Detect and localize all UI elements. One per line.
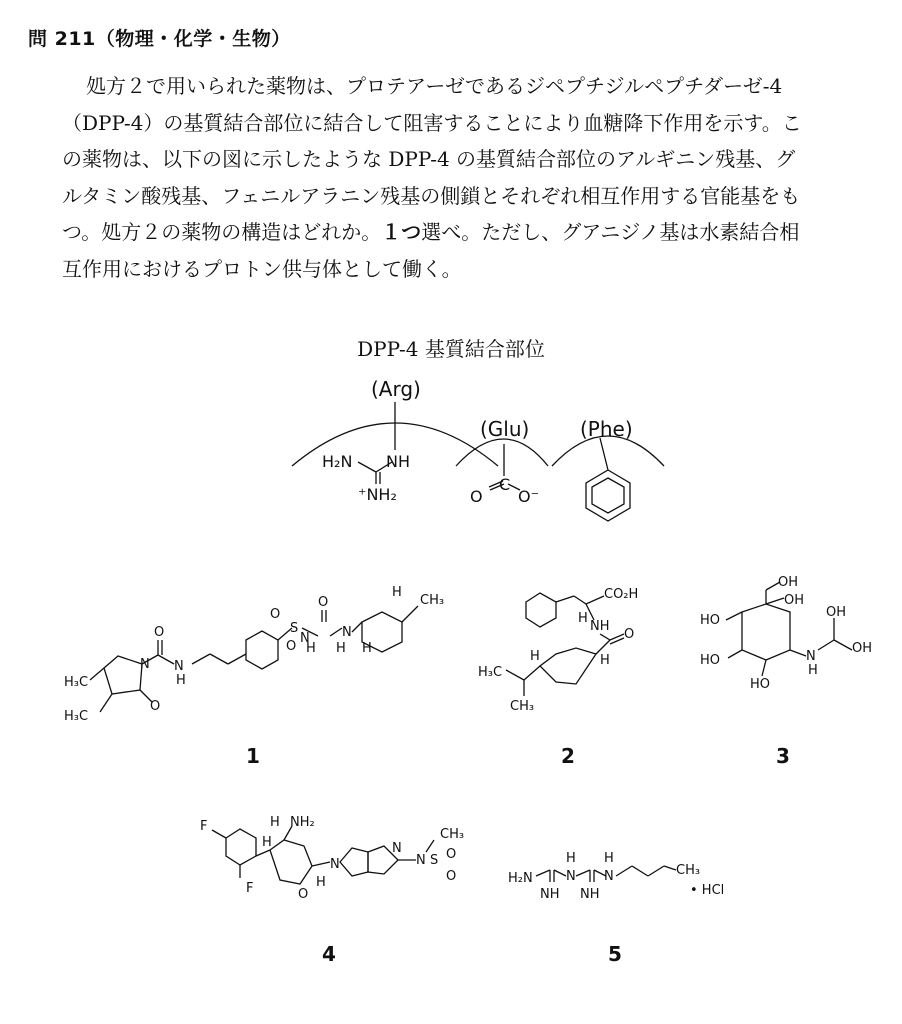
atom-label: O bbox=[318, 595, 329, 610]
atom-label: OH bbox=[826, 605, 847, 620]
atom-label: H₂N bbox=[322, 452, 353, 471]
atom-label: CH₃ bbox=[440, 827, 465, 842]
atom-label: O bbox=[470, 487, 483, 506]
atom-label: O bbox=[446, 847, 457, 862]
atom-label: CH₃ bbox=[420, 593, 445, 608]
atom-label: CH₃ bbox=[676, 863, 701, 878]
atom-label: H₃C bbox=[64, 675, 89, 690]
atom-label: N bbox=[300, 631, 310, 646]
phe-label: (Phe) bbox=[580, 417, 633, 441]
atom-label: H bbox=[530, 649, 540, 664]
atom-label: O bbox=[624, 627, 635, 642]
atom-label: H bbox=[336, 641, 346, 656]
atom-label: NH bbox=[540, 887, 560, 902]
atom-label: NH bbox=[386, 452, 410, 471]
atom-label: F bbox=[246, 881, 254, 896]
atom-label: H bbox=[566, 851, 576, 866]
atom-label: H₃C bbox=[478, 665, 503, 680]
atom-label: NH bbox=[580, 887, 600, 902]
atom-label: O bbox=[286, 639, 297, 654]
atom-label: O bbox=[446, 869, 457, 884]
atom-label: HO bbox=[750, 677, 771, 692]
atom-label: O bbox=[154, 625, 165, 640]
atom-label: OH bbox=[778, 575, 799, 590]
atom-label: N bbox=[330, 857, 340, 872]
atom-label: H bbox=[306, 641, 316, 656]
atom-label: ⁺NH₂ bbox=[358, 485, 397, 504]
binding-site-title: DPP-4 基質結合部位 bbox=[357, 337, 545, 361]
atom-label: HO bbox=[700, 653, 721, 668]
atom-label: N bbox=[806, 649, 816, 664]
atom-label: HO bbox=[700, 613, 721, 628]
atom-label: H bbox=[808, 663, 818, 678]
atom-label: OH bbox=[852, 641, 873, 656]
atom-label: N bbox=[140, 657, 150, 672]
atom-label: N bbox=[342, 625, 352, 640]
atom-label: • HCl bbox=[690, 883, 725, 898]
atom-label: H bbox=[362, 641, 372, 656]
glu-label: (Glu) bbox=[480, 417, 530, 441]
question-line-part: つ。処方２の薬物の構造はどれか。 bbox=[62, 220, 382, 244]
atom-label: H bbox=[392, 585, 402, 600]
option-number-4: 4 bbox=[322, 942, 336, 966]
atom-label: O bbox=[298, 887, 309, 902]
atom-label: H bbox=[578, 611, 588, 626]
question-line: 互作用におけるプロトン供与体として働く。 bbox=[62, 256, 462, 281]
atom-label: S bbox=[430, 853, 439, 868]
atom-label: H₃C bbox=[64, 709, 89, 724]
question-line: の薬物は、以下の図に示したような DPP-4 の基質結合部位のアルギニン残基、グ bbox=[62, 147, 796, 171]
option-number-5: 5 bbox=[608, 942, 622, 966]
question-line: 処方２で用いられた薬物は、プロテアーゼであるジペプチジルペプチダーゼ-4 bbox=[86, 74, 783, 98]
question-line: ルタミン酸残基、フェニルアラニン残基の側鎖とそれぞれ相互作用する官能基をも bbox=[62, 183, 801, 208]
question-line: （DPP-4）の基質結合部位に結合して阻害することにより血糖降下作用を示す。こ bbox=[62, 110, 802, 135]
atom-label: H bbox=[316, 875, 326, 890]
arg-label: (Arg) bbox=[371, 377, 421, 401]
option-number-3: 3 bbox=[776, 744, 790, 768]
atom-label: CO₂H bbox=[604, 587, 639, 602]
glu-pocket-arc bbox=[456, 439, 548, 466]
atom-label: N bbox=[604, 869, 614, 884]
atom-label: H₂N bbox=[508, 871, 533, 886]
atom-label: C bbox=[499, 475, 511, 494]
atom-label: NH₂ bbox=[290, 815, 315, 830]
atom-label: N bbox=[566, 869, 576, 884]
question-line-part: 選べ。ただし、グアニジノ基は水素結合相 bbox=[421, 220, 800, 244]
atom-label: CH₃ bbox=[510, 699, 535, 714]
question-title: 問 211（物理・化学・生物） bbox=[28, 28, 291, 50]
atom-label: H bbox=[262, 835, 272, 850]
atom-label: F bbox=[200, 819, 208, 834]
atom-label: O bbox=[270, 607, 281, 622]
atom-label: H bbox=[604, 851, 614, 866]
atom-label: N bbox=[392, 841, 402, 856]
atom-label: OH bbox=[784, 593, 805, 608]
atom-label: H bbox=[270, 815, 280, 830]
option-number-2: 2 bbox=[561, 744, 575, 768]
atom-label: O⁻ bbox=[518, 487, 540, 506]
option-number-1: 1 bbox=[246, 744, 260, 768]
atom-label: H bbox=[600, 653, 610, 668]
atom-label: S bbox=[290, 621, 299, 636]
atom-label: O bbox=[150, 699, 161, 714]
atom-label: H bbox=[176, 673, 186, 688]
atom-label: N bbox=[174, 659, 184, 674]
atom-label: NH bbox=[590, 619, 610, 634]
atom-label: N bbox=[416, 853, 426, 868]
select-count: １つ bbox=[381, 220, 422, 244]
